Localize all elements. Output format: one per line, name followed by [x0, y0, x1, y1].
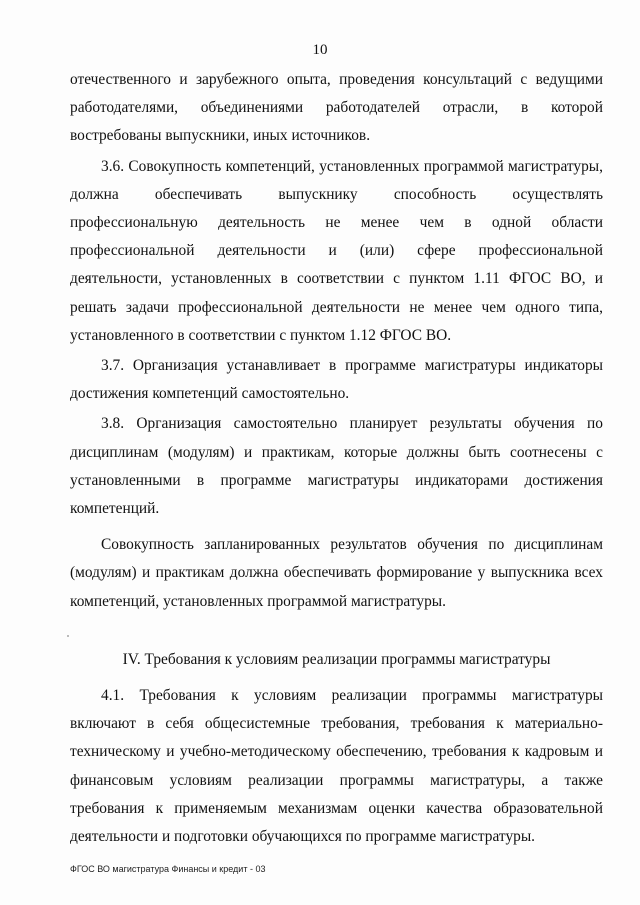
- paragraph-continuation: отечественного и зарубежного опыта, проведения консультаций с ведущими работодателями, объединениями работодателей отрасли, в которой востребованы выпускники, иных источников.: [70, 71, 603, 145]
- paragraph-3-6: 3.6. Совокупность компетенций, установленных программой магистратуры, должна обеспечивать выпускнику способность осуществлять профессиональную деятельность не менее чем в одной области профессиональной деятельности и (или) сфере профессиональной деятельности, установленных в соответствии с пунктом 1.11 ФГОС ВО, и решать задачи профессиональной деятельности не менее чем одного типа, установленного в соответствии с пунктом 1.12 ФГОС ВО.: [70, 157, 603, 344]
- document-body: [70, 66, 603, 851]
- page-number: 10: [312, 42, 328, 58]
- paragraph-3-8: 3.8. Организация самостоятельно планирует результаты обучения по дисциплинам (модулям) и практикам, которые должны быть соотнесены с установленными в программе магистратуры индикаторами достижения компетенций.: [70, 415, 603, 518]
- paragraph-3-7: 3.7. Организация устанавливает в программе магистратуры индикаторы достижения компетенций самостоятельно.: [70, 357, 603, 403]
- paragraph-learning-outcomes: Совокупность запланированных результатов обучения по дисциплинам (модулям) и практикам должна обеспечивать формирование у выпускника всех компетенций, установленных программой магистратуры.: [70, 536, 603, 610]
- paragraph-4-1: 4.1. Требования к условиям реализации программы магистратуры включают в себя общесистемные требования, требования к материально-техническому и учебно-методическому обеспечению, требования к кадровым и финансовым условиям реализации программы магистратуры, а также требования к применяемым механизмам оценки качества образовательной деятельности и подготовки обучающихся по программе магистратуры.: [70, 687, 603, 846]
- scan-artifact: [67, 635, 69, 637]
- section-heading: IV. Требования к условиям реализации программы магистратуры: [122, 650, 551, 668]
- page-footer: ФГОС ВО магистратура Финансы и кредит - 03: [70, 864, 266, 874]
